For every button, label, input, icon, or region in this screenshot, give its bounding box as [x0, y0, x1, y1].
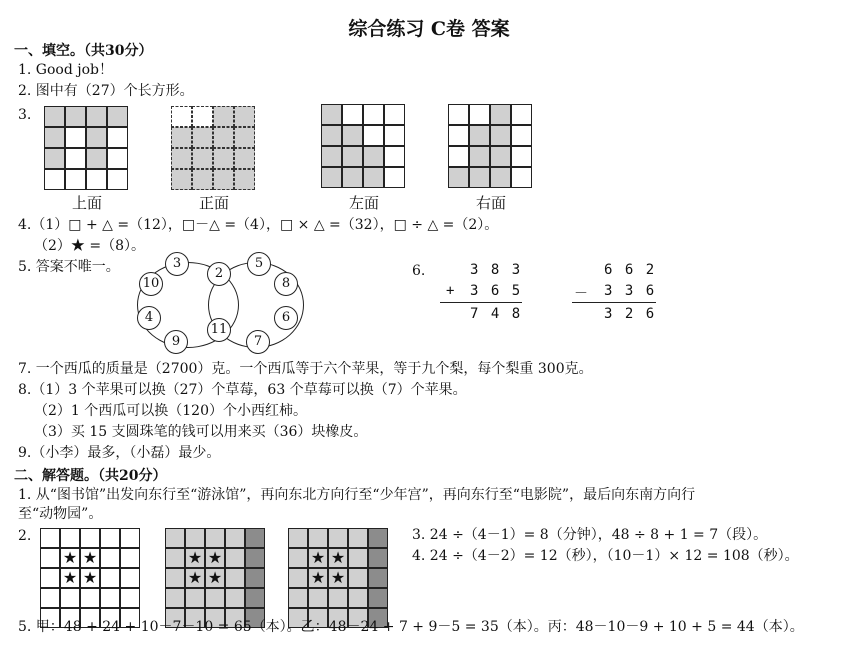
view-grid-front	[171, 106, 255, 190]
calc2-rule	[572, 302, 656, 303]
view-grid-right	[448, 104, 532, 188]
circle-number: 9	[164, 330, 188, 354]
circle-number: 2	[207, 262, 231, 286]
calc1-second: 3 6 5	[470, 283, 523, 299]
solution-1-line1: 1. 从“图书馆”出发向东行至“游泳馆”，再向东北方向行至“少年宫”，再向东行至“电影院”，最后向东南方向行	[18, 487, 696, 503]
answer-3-label: 3.	[18, 107, 32, 123]
star-icon: ★	[308, 548, 328, 568]
solution-2-label: 2.	[18, 528, 32, 544]
circle-number: 3	[165, 252, 189, 276]
calc1-rule	[440, 302, 522, 303]
star-grid-2	[165, 528, 265, 628]
answer-1: 1. Good job！	[18, 62, 113, 78]
solution-1-line2: 至“动物园”。	[18, 506, 103, 522]
circle-number: 10	[139, 272, 163, 296]
solution-3: 3. 24 ÷（4－1）= 8（分钟），48 ÷ 8 + 1 = 7（段）。	[412, 527, 768, 543]
star-icon: ★	[80, 548, 100, 568]
star-icon: ★	[328, 568, 348, 588]
view-caption-front: 正面	[198, 194, 229, 212]
solution-4: 4. 24 ÷（4－2）= 12（秒），（10－1）× 12 = 108（秒）。	[412, 548, 799, 564]
page-title: 综合练习 C卷 答案	[348, 18, 510, 40]
answer-6-label: 6.	[412, 263, 426, 279]
star-grid-3	[288, 528, 388, 628]
section-2-heading: 二、解答题。（共20分）	[14, 468, 167, 484]
view-grid-left	[321, 104, 405, 188]
calc1-operator: +	[446, 283, 457, 299]
answer-8-part3: （3）买 15 支圆珠笔的钱可以用来买（36）块橡皮。	[34, 424, 368, 440]
circle-number: 4	[137, 306, 161, 330]
star-icon: ★	[185, 568, 205, 588]
calc1-top: 3 8 3	[470, 262, 523, 278]
answer-5: 5. 答案不唯一。	[18, 259, 120, 275]
star-icon: ★	[60, 548, 80, 568]
view-grid-top	[44, 106, 128, 190]
circle-number: 7	[246, 330, 270, 354]
answer-8-part1: 8.（1）3 个苹果可以换（27）个草莓，63 个草莓可以换（7）个苹果。	[18, 382, 467, 398]
star-icon: ★	[205, 568, 225, 588]
circle-number: 6	[274, 306, 298, 330]
view-caption-right: 右面	[475, 194, 506, 212]
star-icon: ★	[80, 568, 100, 588]
calc2-top: 6 6 2	[604, 262, 657, 278]
calc1-result: 7 4 8	[470, 306, 523, 322]
star-icon: ★	[60, 568, 80, 588]
answer-7: 7. 一个西瓜的质量是（2700）克。一个西瓜等于六个苹果，等于九个梨，每个梨重 300克。	[18, 361, 593, 377]
view-caption-top: 上面	[71, 194, 102, 212]
circle-number: 5	[247, 252, 271, 276]
section-1-heading: 一、填空。（共30分）	[14, 43, 153, 59]
circle-number: 11	[207, 318, 231, 342]
calc2-second: 3 3 6	[604, 283, 657, 299]
star-grid-1	[40, 528, 140, 628]
star-icon: ★	[328, 548, 348, 568]
answer-4-part1: 4.（1）□ + △ =（12），□－△ =（4），□ × △ =（32），□ ÷ △ =（2）。	[18, 217, 499, 233]
answer-8-part2: （2）1 个西瓜可以换（120）个小西红柿。	[34, 403, 307, 419]
view-caption-left: 左面	[348, 194, 379, 212]
solution-5: 5. 甲：48 + 24 + 10－7－10 = 65（本）。乙：48－24 + 7 + 9－5 = 35（本）。丙：48－10－9 + 10 + 5 = 44（本）。	[18, 619, 804, 635]
star-icon: ★	[308, 568, 328, 588]
calc2-result: 3 2 6	[604, 306, 657, 322]
star-icon: ★	[185, 548, 205, 568]
calc2-operator: －	[574, 286, 590, 302]
answer-2: 2. 图中有（27）个长方形。	[18, 83, 194, 99]
answer-4-part2: （2）★ =（8）。	[34, 238, 145, 254]
answer-9: 9.（小李）最多，（小磊）最少。	[18, 445, 221, 461]
star-icon: ★	[205, 548, 225, 568]
circle-number: 8	[274, 272, 298, 296]
